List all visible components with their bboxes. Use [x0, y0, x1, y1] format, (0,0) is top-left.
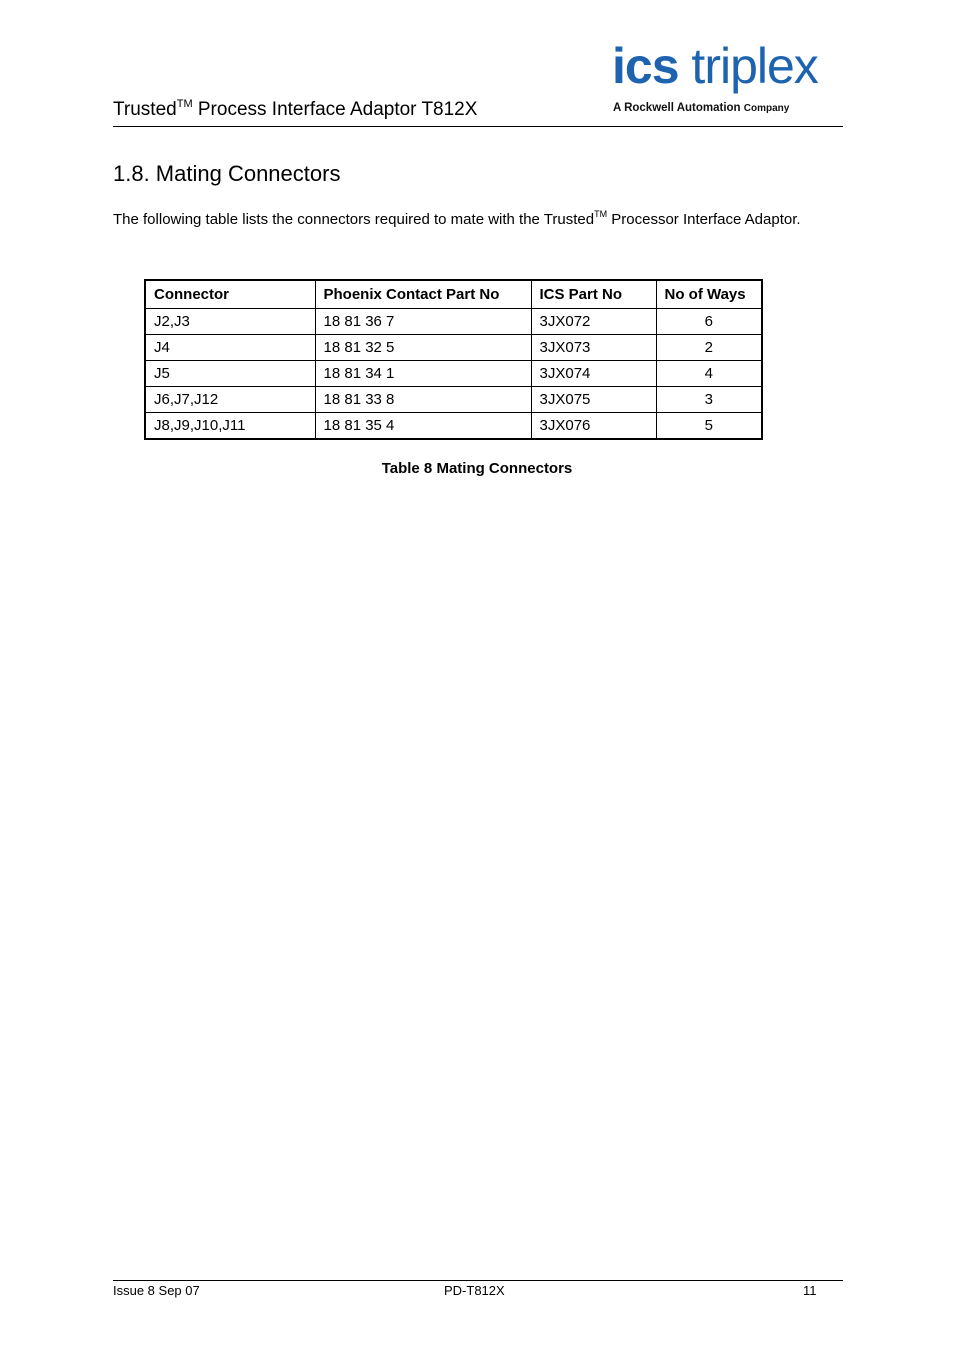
intro-trademark: TM [594, 209, 608, 219]
intro-text-before: The following table lists the connectors required to mate with the Trusted [113, 211, 595, 228]
logo-wordmark [612, 36, 818, 96]
column-header-ics-part: ICS Part No [531, 280, 656, 309]
cell-ics-part: 3JX072 [531, 309, 656, 335]
logo-tagline [613, 101, 789, 116]
header-title-prefix: Trusted [113, 99, 177, 120]
cell-ics-part: 3JX076 [531, 413, 656, 440]
column-header-phoenix-part: Phoenix Contact Part No [315, 280, 531, 309]
cell-phoenix-part: 18 81 33 8 [315, 387, 531, 413]
cell-ways: 4 [656, 361, 762, 387]
table-row [145, 361, 762, 387]
footer-divider [113, 1280, 843, 1281]
cell-ics-part: 3JX075 [531, 387, 656, 413]
mating-connectors-table [144, 279, 763, 440]
header-divider [113, 126, 843, 127]
cell-ways: 5 [656, 413, 762, 440]
cell-connector: J2,J3 [145, 309, 315, 335]
cell-phoenix-part: 18 81 32 5 [315, 335, 531, 361]
cell-connector: J6,J7,J12 [145, 387, 315, 413]
column-header-ways: No of Ways [656, 280, 762, 309]
table-header-row [145, 280, 762, 309]
cell-ways: 2 [656, 335, 762, 361]
logo-light-text: triplex [691, 38, 818, 94]
cell-phoenix-part: 18 81 36 7 [315, 309, 531, 335]
cell-phoenix-part: 18 81 35 4 [315, 413, 531, 440]
cell-connector: J5 [145, 361, 315, 387]
cell-connector: J8,J9,J10,J11 [145, 413, 315, 440]
table-caption: Table 8 Mating Connectors [381, 460, 573, 477]
footer-page-number: 11 [803, 1283, 817, 1298]
logo-tagline-main: A Rockwell Automation [613, 102, 741, 114]
logo-bold-text: ics [612, 38, 679, 94]
cell-ics-part: 3JX074 [531, 361, 656, 387]
cell-ways: 3 [656, 387, 762, 413]
table-row [145, 387, 762, 413]
running-header-title [113, 98, 477, 122]
logo-tagline-small: Company [743, 103, 790, 114]
cell-phoenix-part: 18 81 34 1 [315, 361, 531, 387]
section-heading: 1.8. Mating Connectors [113, 161, 341, 186]
table-row [145, 413, 762, 440]
intro-text-after: Processor Interface Adaptor. [607, 211, 801, 228]
column-header-connector: Connector [145, 280, 315, 309]
footer-doc-id: PD-T812X [444, 1283, 505, 1298]
ics-triplex-logo [612, 38, 844, 120]
cell-ways: 6 [656, 309, 762, 335]
footer-issue: Issue 8 Sep 07 [113, 1283, 200, 1298]
cell-ics-part: 3JX073 [531, 335, 656, 361]
trademark-mark: TM [176, 98, 193, 110]
table-row [145, 335, 762, 361]
header-title-suffix: Process Interface Adaptor T812X [192, 99, 478, 120]
table-row [145, 309, 762, 335]
cell-connector: J4 [145, 335, 315, 361]
intro-paragraph [113, 210, 841, 230]
